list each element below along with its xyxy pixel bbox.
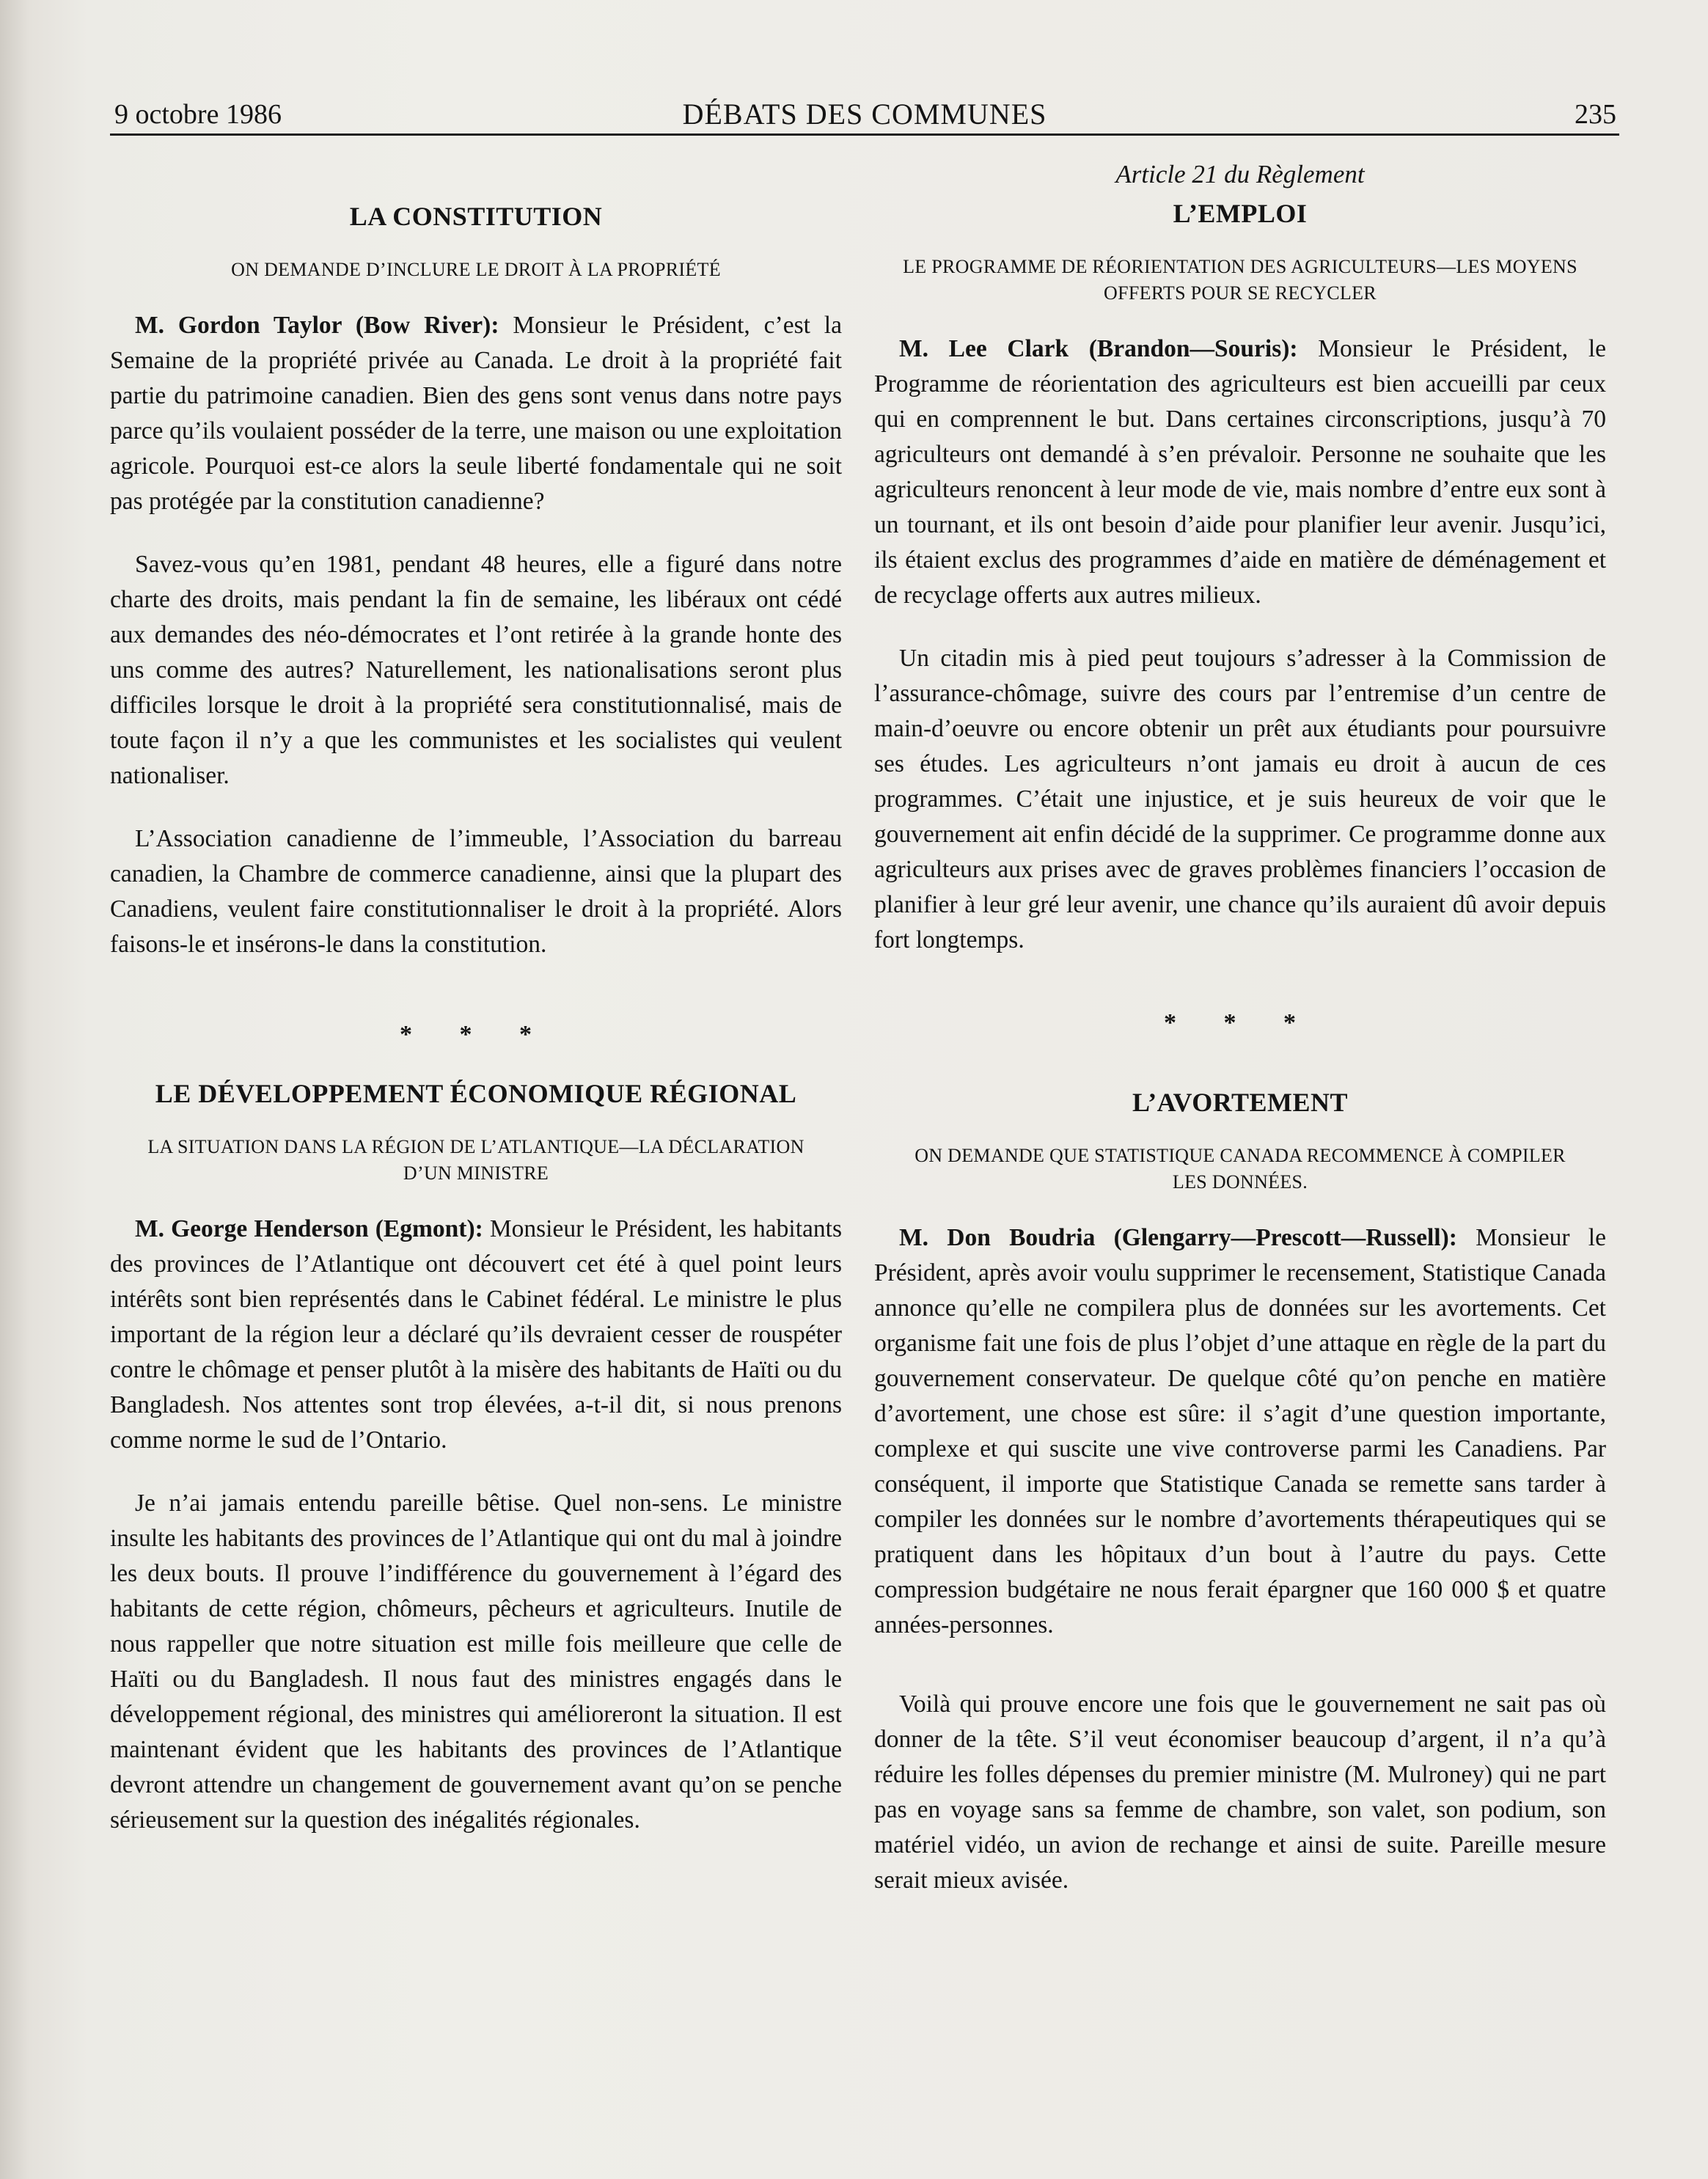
- paragraph: Voilà qui prouve encore une fois que le gouvernement ne sait pas où donner de la tête. S’il veut économiser beaucoup d’argent, il n’a qu’à réduire les folles dépenses du premier ministre (M. Mulroney) qui ne part pas en voyage sans sa femme de chambre, son valet, son podium, son matériel vidéo, un avion de rechange et ainsi de suite. Pareille mesure serait mieux avisée.: [874, 1691, 1606, 1894]
- section-subtitle-constitution: ON DEMANDE D’INCLURE LE DROIT À LA PROPRIÉTÉ: [231, 259, 721, 280]
- paragraph: [874, 1220, 1606, 1643]
- page-number: 235: [1575, 99, 1616, 130]
- paragraph: Un citadin mis à pied peut toujours s’adresser à la Commission de l’assurance-chômage, suivre des cours par l’entremise d’un centre de main-d’oeuvre ou encore obtenir un prêt aux étudiants pour poursuivre ses études. Les agriculteurs n’ont jamais eu droit à aucun de ces programmes. C’était une injustice, et je suis heureux de voir que le gouvernement ait enfin décidé de la supprimer. Ce programme donne aux agriculteurs aux prises avec de graves problèmes financiers l’occasion de planifier à leur gré leur avenir, une chance qu’ils auraient dû avoir depuis fort longtemps.: [874, 645, 1606, 953]
- speaker-name: M. Don Boudria (Glengarry—Prescott—Russell):: [899, 1224, 1457, 1251]
- header-title: DÉBATS DES COMMUNES: [682, 98, 1047, 131]
- paragraph: Savez-vous qu’en 1981, pendant 48 heures, elle a figuré dans notre charte des droits, mais pendant la fin de semaine, les libéraux ont cédé aux demandes des néo-démocrates et l’ont retirée à la grande honte des uns comme des autres? Naturellement, les nationalisations seront plus difficiles lorsque le droit à la propriété sera constitutionnalisé, mais de toute façon il n’y a que les communistes et les socialistes qui veulent nationaliser.: [110, 551, 842, 789]
- speaker-name: M. Lee Clark (Brandon—Souris):: [899, 335, 1298, 362]
- paragraph: [110, 1212, 842, 1458]
- section-title-abortion: L’AVORTEMENT: [1132, 1088, 1349, 1117]
- section-subtitle-regional-development: LA SITUATION DANS LA RÉGION DE L’ATLANTIQUE—LA DÉCLARATION D’UN MINISTRE: [147, 1136, 804, 1184]
- section-title-constitution: LA CONSTITUTION: [349, 202, 603, 231]
- left-column: [110, 147, 842, 1866]
- section-title-employment: L’EMPLOI: [1173, 199, 1308, 228]
- header-date: 9 octobre 1986: [114, 99, 282, 130]
- section-subtitle-abortion: ON DEMANDE QUE STATISTIQUE CANADA RECOMMENCE À COMPILER LES DONNÉES.: [915, 1145, 1566, 1193]
- paragraph: [110, 308, 842, 519]
- paragraph-text: Monsieur le Président, c’est la Semaine de la propriété privée au Canada. Le droit à la propriété fait partie du patrimoine canadien. Bien des gens sont venus dans notre pays parce qu’ils voulaient posséder de la terre, une maison ou une exploitation agricole. Pourquoi est-ce alors la seule liberté fondamentale qui ne soit pas protégée par la constitution canadienne?: [110, 312, 842, 515]
- page-header: [110, 87, 1619, 136]
- paragraph-text: Monsieur le Président, les habitants des provinces de l’Atlantique ont découvert cet été à quel point leurs intérêts sont bien représentés dans le Cabinet fédéral. Le ministre le plus important de la région leur a déclaré qu’ils devraient cesser de rouspéter contre le chômage et penser plutôt à la misère des habitants de Haïti ou du Bangladesh. Nos attentes sont trop élevées, a-t-il dit, si nous prenons comme norme le sud de l’Ontario.: [110, 1215, 842, 1454]
- section-separator: * * *: [1164, 1009, 1316, 1036]
- section-separator: * * *: [400, 1021, 552, 1048]
- speaker-name: M. George Henderson (Egmont):: [135, 1215, 483, 1242]
- speaker-name: M. Gordon Taylor (Bow River):: [135, 312, 499, 339]
- paragraph-text: Monsieur le Président, après avoir voulu supprimer le recensement, Statistique Canada annonce qu’elle ne compilera plus de données sur les avortements. Cet organisme fait une fois de plus l’objet d’une attaque en règle de la part du gouvernement conservateur. De quelque côté qu’on penche en matière d’avortement, une chose est sûre: il s’agit d’une question importante, complexe et qui suscite une vive controverse parmi les Canadiens. Par conséquent, il importe que Statistique Canada se remette sans tarder à compiler les données sur le nombre d’avortements thérapeutiques qui se pratiquent dans les hôpitaux d’un bout à l’autre du pays. Cette compression budgétaire ne nous ferait épargner que 160 000 $ et quatre années-personnes.: [874, 1224, 1606, 1638]
- paragraph: [874, 332, 1606, 613]
- paragraph: L’Association canadienne de l’immeuble, l’Association du barreau canadien, la Chambre de commerce canadienne, ainsi que la plupart des Canadiens, veulent faire constitutionnaliser le droit à la propriété. Alors faisons-le et insérons-le dans la constitution.: [110, 825, 842, 958]
- paragraph: Je n’ai jamais entendu pareille bêtise. Quel non-sens. Le ministre insulte les habitants des provinces de l’Atlantique qui ont du mal à joindre les deux bouts. Il prouve l’indifférence du gouvernement à l’égard des habitants de cette région, chômeurs, pêcheurs et agriculteurs. Inutile de nous rappeller que notre situation est mille fois meilleure que celle de Haïti ou du Bangladesh. Il nous faut des ministres engagés dans le développement régional, des ministres qui amélioreront la situation. Il est maintenant évident que les habitants des provinces de l’Atlantique devront attendre un changement de gouvernement avant qu’on se penche sérieusement sur la question des inégalités régionales.: [110, 1490, 842, 1834]
- section-title-regional-development: LE DÉVELOPPEMENT ÉCONOMIQUE RÉGIONAL: [155, 1079, 797, 1108]
- section-subtitle-employment: LE PROGRAMME DE RÉORIENTATION DES AGRICULTEURS—LES MOYENS OFFERTS POUR SE RECYCLER: [903, 256, 1577, 304]
- rubric: Article 21 du Règlement: [1115, 160, 1365, 188]
- paragraph-text: Monsieur le Président, le Programme de réorientation des agriculteurs est bien accueilli par ceux qui en comprennent le but. Dans certaines circonscriptions, jusqu’à 70 agriculteurs ont demandé à s’en prévaloir. Personne ne souhaite que les agriculteurs renoncent à leur mode de vie, mais nombre d’entre eux sont à un tournant, et ils ont besoin d’aide pour planifier leur avenir. Jusqu’ici, ils étaient exclus des programmes d’aide en matière de déménagement et de recyclage offerts aux autres milieux.: [874, 335, 1607, 609]
- right-column: [874, 147, 1606, 1926]
